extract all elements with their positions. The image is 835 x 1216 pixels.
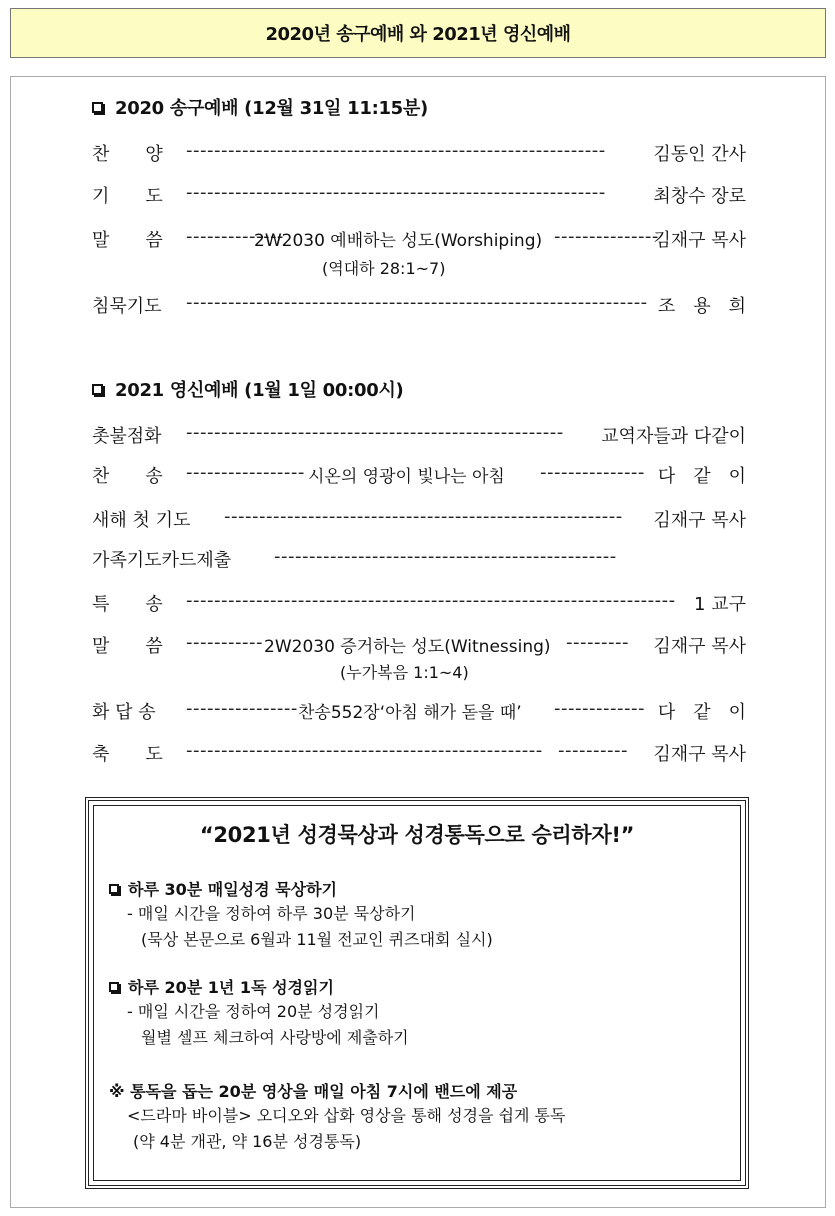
row-label: 말 씀 <box>92 230 163 251</box>
callout-block2-line1: - 매일 시간을 정하여 20분 성경읽기 <box>127 1002 380 1021</box>
hymn-title: 시온의 영광이 빛나는 아침 <box>308 467 505 487</box>
section1-row-sermon <box>92 226 746 254</box>
dash-leader: ------------------------------------------------- <box>274 546 617 567</box>
sermon-title: 2W2030 예배하는 성도(Worshiping) <box>254 231 543 251</box>
row-person: 최창수 장로 <box>653 186 746 207</box>
dash-leader: ------------------------------------------------------------ <box>186 140 606 161</box>
row-person: 다 같 이 <box>657 466 746 487</box>
section2-heading <box>92 376 403 402</box>
row-person: 김재구 목사 <box>653 744 746 765</box>
callout-block2-line2: 월별 셀프 체크하여 사랑방에 제출하기 <box>141 1028 409 1047</box>
row-person: 김재구 목사 <box>653 510 746 531</box>
title-banner <box>10 8 826 58</box>
dash-leader: ----------------- <box>186 462 305 483</box>
callout-block1-heading-text: 하루 30분 매일성경 묵상하기 <box>128 880 337 899</box>
dash-leader: ------------------------------------------------------------------ <box>186 292 648 313</box>
dash-leader: --------- <box>566 632 629 653</box>
dash-leader: ---------------------------------------------------------------------- <box>186 590 676 611</box>
row-label: 침묵기도 <box>92 296 162 317</box>
section1-heading <box>92 94 428 120</box>
dash-leader: --------------- <box>554 226 659 247</box>
section2-row-hymn <box>92 462 746 490</box>
row-label: 찬 송 <box>92 466 163 487</box>
dash-leader: ------------- <box>554 698 645 719</box>
dash-leader: --------------------------------------------------------- <box>224 506 623 527</box>
checkbox-square-icon <box>92 384 103 395</box>
row-label: 가족기도카드제출 <box>92 550 232 571</box>
row-label: 축 도 <box>92 744 163 765</box>
sermon-reference: (역대하 28:1~7) <box>322 259 446 278</box>
section2-row-response-hymn <box>92 698 746 726</box>
row-person: 조 용 희 <box>657 296 746 317</box>
dash-leader: --------------------------------------------------- <box>186 740 543 761</box>
dash-leader: ---------- <box>558 740 628 761</box>
row-label: 새해 첫 기도 <box>92 510 191 531</box>
row-person: 교역자들과 다같이 <box>601 426 746 447</box>
row-label: 촛불점화 <box>92 426 162 447</box>
section1-row-prayer <box>92 182 746 210</box>
checkbox-square-icon <box>109 884 119 894</box>
section2-row-sermon <box>92 632 746 660</box>
hymn-title: 찬송552장‘아침 해가 돋을 때’ <box>298 703 522 723</box>
dash-leader: --------------- <box>540 462 645 483</box>
row-label: 특 송 <box>92 594 163 615</box>
section2-row-prayer-card <box>92 546 746 574</box>
checkbox-square-icon <box>92 102 103 113</box>
banner-title: 2020년 송구예배 와 2021년 영신예배 <box>265 24 571 45</box>
callout-title: “2021년 성경묵상과 성경통독으로 승리하자!” <box>199 823 635 847</box>
callout-block1-heading <box>109 877 337 900</box>
row-person: 김재구 목사 <box>653 230 746 251</box>
dash-leader: ---------------- <box>186 698 298 719</box>
callout-block3-line1: <드라마 바이블> 오디오와 삽화 영상을 통해 성경을 쉽게 통독 <box>127 1106 566 1125</box>
callout-block3-line2: (약 4분 개관, 약 16분 성경통독) <box>133 1132 362 1151</box>
row-person: 김재구 목사 <box>653 636 746 657</box>
section1-heading-text: 2020 송구예배 (12월 31일 11:15분) <box>115 98 428 119</box>
section1-row-silent-prayer <box>92 292 746 320</box>
callout-box <box>85 797 749 1189</box>
callout-block2-heading-text: 하루 20분 1년 1독 성경읽기 <box>128 978 334 997</box>
section2-row-special-song <box>92 590 746 618</box>
checkbox-square-icon <box>109 982 119 992</box>
dash-leader: ----------- <box>186 632 263 653</box>
row-person: 1 교구 <box>694 594 746 615</box>
row-label: 화 답 송 <box>92 702 156 723</box>
row-person: 김동인 간사 <box>653 144 746 165</box>
sermon-title: 2W2030 증거하는 성도(Witnessing) <box>264 637 551 657</box>
row-label: 찬 양 <box>92 144 163 165</box>
callout-block1-line1: - 매일 시간을 정하여 하루 30분 묵상하기 <box>127 904 416 923</box>
dash-leader: ------------------------------------------------------------ <box>186 182 606 203</box>
row-label: 말 씀 <box>92 636 163 657</box>
dash-leader: ------------------------------------------------------ <box>186 422 564 443</box>
callout-block1-line2: (묵상 본문으로 6월과 11월 전교인 퀴즈대회 실시) <box>141 930 493 949</box>
row-label: 기 도 <box>92 186 163 207</box>
row-person: 다 같 이 <box>657 702 746 723</box>
dash-leader: -------------- <box>186 226 284 247</box>
section2-row-new-year-prayer <box>92 506 746 534</box>
section1-row-chanyang <box>92 140 746 168</box>
section2-heading-text: 2021 영신예배 (1월 1일 00:00시) <box>115 380 404 401</box>
section2-row-candle <box>92 422 746 450</box>
callout-block2-heading <box>109 975 334 998</box>
callout-block3-heading: ※ 통독을 돕는 20분 영상을 매일 아침 7시에 밴드에 제공 <box>109 1082 518 1101</box>
section2-row-benediction <box>92 740 746 768</box>
sermon-reference: (누가복음 1:1~4) <box>340 663 469 682</box>
